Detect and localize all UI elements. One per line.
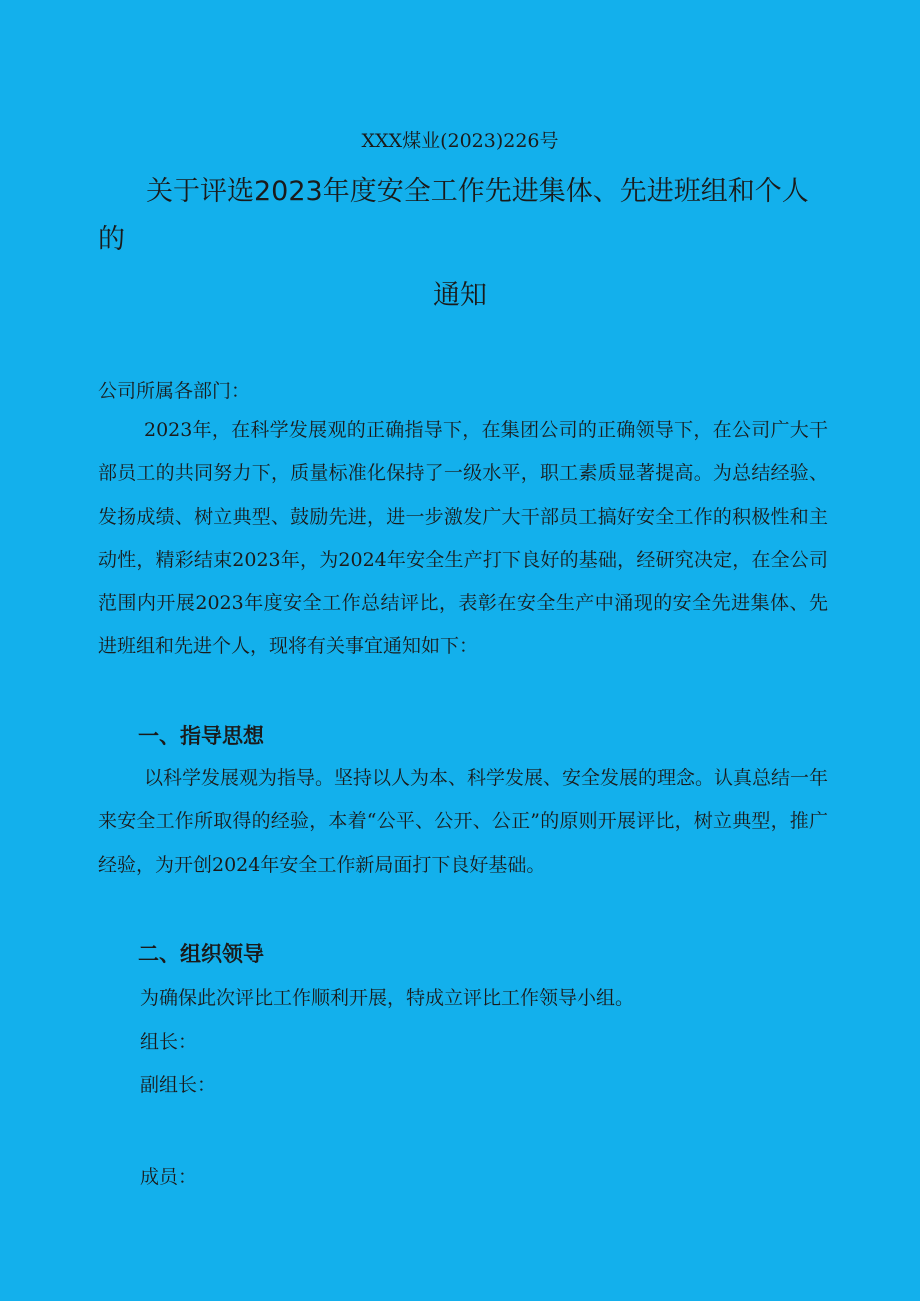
section-heading-organization: 二、组织领导: [138, 942, 264, 966]
members-line: 成员：: [140, 1166, 198, 1188]
document-title-line-3: 通知: [433, 280, 487, 311]
deputy-leader-line: 副组长：: [140, 1074, 217, 1096]
document-number: XXX煤业(2023)226号: [361, 130, 559, 152]
document-title-line-2: 的: [98, 224, 125, 255]
group-leader-line: 组长：: [140, 1031, 198, 1053]
intro-paragraph: 2023年，在科学发展观的正确指导下，在集团公司的正确领导下，在公司广大干部员工的共同努力下，质量标准化保持了一级水平，职工素质显著提高。为总结经验、发扬成绩、树立典型、鼓励先进，进一步激发广大干部员工搞好安全工作的积极性和主动性，精彩结束2023年，为2024年安全生产打下良好的基础，经研究决定，在全公司范围内开展2023年度安全工作总结评比，表彰在安全生产中涌现的安全先进集体、先进班组和先进个人，现将有关事宜通知如下：: [98, 419, 828, 658]
leadership-group-line: 为确保此次评比工作顺利开展，特成立评比工作领导小组。: [140, 987, 635, 1009]
salutation: 公司所属各部门：: [98, 380, 251, 402]
guiding-ideology-paragraph: 以科学发展观为指导。坚持以人为本、科学发展、安全发展的理念。认真总结一年来安全工作所取得的经验，本着“公平、公开、公正”的原则开展评比，树立典型，推广经验，为开创2024年安全工作新局面打下良好基础。: [98, 767, 829, 876]
section-heading-guiding-ideology: 一、指导思想: [138, 724, 264, 748]
document-title-line-1: 关于评选2023年度安全工作先进集体、先进班组和个人: [146, 176, 809, 207]
